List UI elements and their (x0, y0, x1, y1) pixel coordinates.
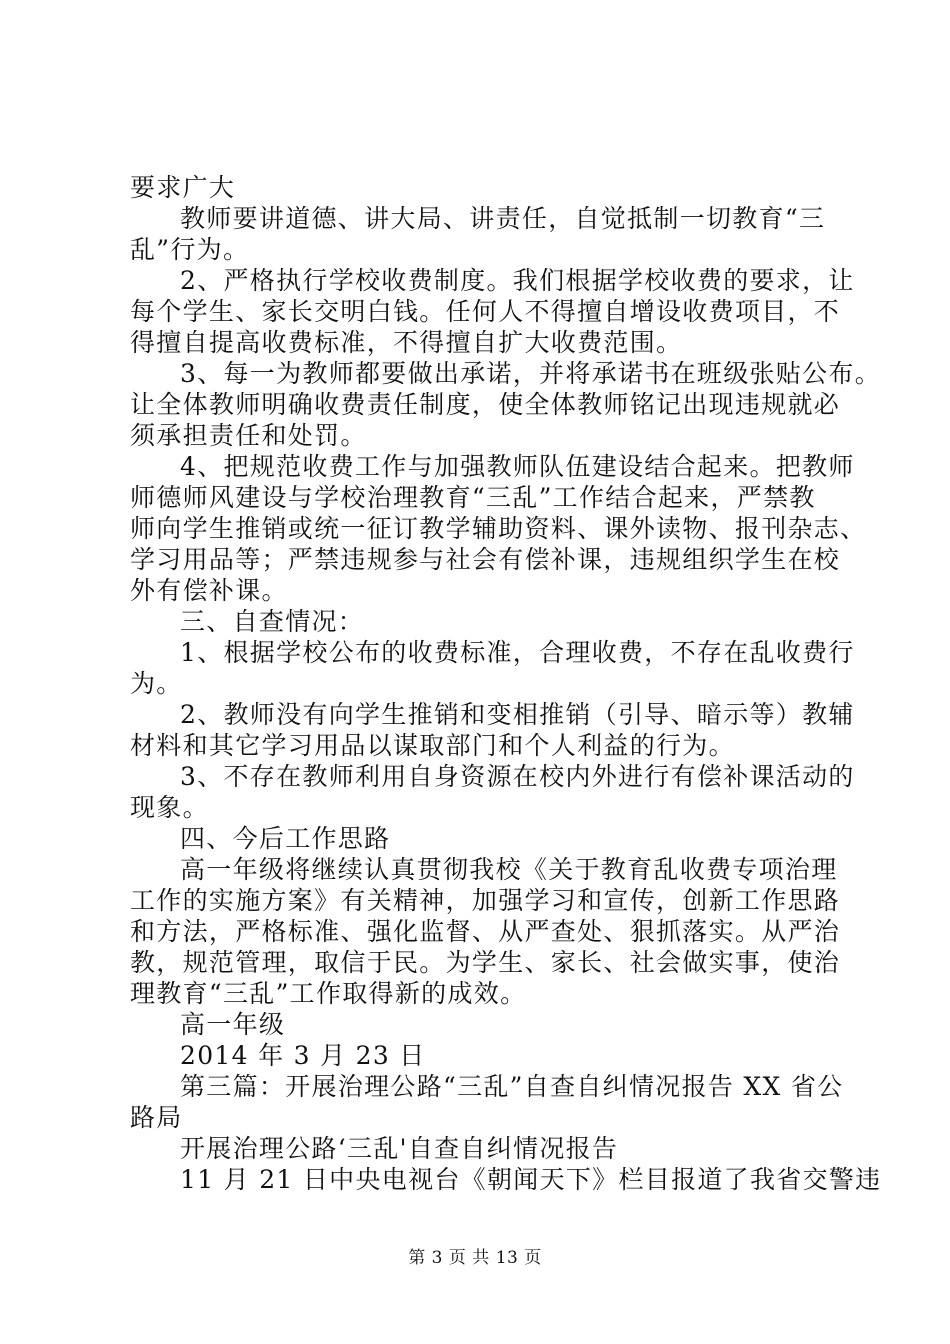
text-line: 乱”行为。 (130, 235, 250, 264)
text-line: 3、不存在教师利用自身资源在校内外进行有偿补课活动的 (180, 762, 855, 791)
text-line: 让全体教师明确收费责任制度，使全体教师铭记出现违规就必 (130, 390, 841, 419)
text-line: 高一年级将继续认真贯彻我校《关于教育乱收费专项治理 (180, 855, 838, 884)
text-line: 教，规范管理，取信于民。为学生、家长、社会做实事，使治 (130, 948, 841, 977)
text-line: 现象。 (130, 793, 209, 822)
text-line: 1、根据学校公布的收费标准，合理收费，不存在乱收费行 (180, 638, 855, 667)
text-line: 须承担责任和处罚。 (130, 421, 367, 450)
text-line: 和方法，严格标准、强化监督、从严查处、狠抓落实。从严治 (130, 917, 841, 946)
text-line: 11 月 21 日中央电视台《朝闻天下》栏目报道了我省交警违 (180, 1165, 882, 1194)
page-footer (0, 1243, 950, 1268)
text-line: 师德师风建设与学校治理教育“三乱”工作结合起来，严禁教 (130, 483, 816, 512)
text-line: 3、每一为教师都要做出承诺，并将承诺书在班级张贴公布。 (180, 359, 882, 388)
text-line: 为。 (130, 669, 183, 698)
document-body (130, 172, 882, 1195)
page-number-label: 第 3 页 共 13 页 (408, 1248, 542, 1268)
text-line: 材料和其它学习用品以谋取部门和个人利益的行为。 (130, 731, 735, 760)
signature-date: 2014 年 3 月 23 日 (180, 1041, 426, 1070)
text-line: 学习用品等；严禁违规参与社会有偿补课，违规组织学生在校 (130, 545, 841, 574)
text-line: 外有偿补课。 (130, 576, 288, 605)
text-line: 2、严格执行学校收费制度。我们根据学校收费的要求，让 (180, 266, 855, 295)
text-line: 每个学生、家长交明白钱。任何人不得擅自增设收费项目，不 (130, 297, 841, 326)
text-line: 4、把规范收费工作与加强教师队伍建设结合起来。把教师 (180, 452, 855, 481)
text-line: 2、教师没有向学生推销和变相推销（引导、暗示等）教辅 (180, 700, 855, 729)
text-line: 工作的实施方案》有关精神，加强学习和宣传，创新工作思路 (130, 886, 841, 915)
report-title: 开展治理公路‘三乱'自查自纠情况报告 (180, 1134, 619, 1163)
section-heading: 四、今后工作思路 (180, 824, 391, 853)
chapter-heading-cont: 路局 (130, 1103, 183, 1132)
signature-org: 高一年级 (180, 1010, 286, 1039)
chapter-heading: 第三篇：开展治理公路“三乱”自查自纠情况报告 XX 省公 (180, 1072, 844, 1101)
text-line: 教师要讲道德、讲大局、讲责任，自觉抵制一切教育“三 (180, 204, 826, 233)
text-line: 得擅自提高收费标准，不得擅自扩大收费范围。 (130, 328, 683, 357)
section-heading: 三、自查情况： (180, 607, 365, 636)
text-line: 师向学生推销或统一征订教学辅助资料、课外读物、报刊杂志、 (130, 514, 867, 543)
text-line: 理教育“三乱”工作取得新的成效。 (130, 979, 527, 1008)
text-line: 要求广大 (130, 173, 236, 202)
